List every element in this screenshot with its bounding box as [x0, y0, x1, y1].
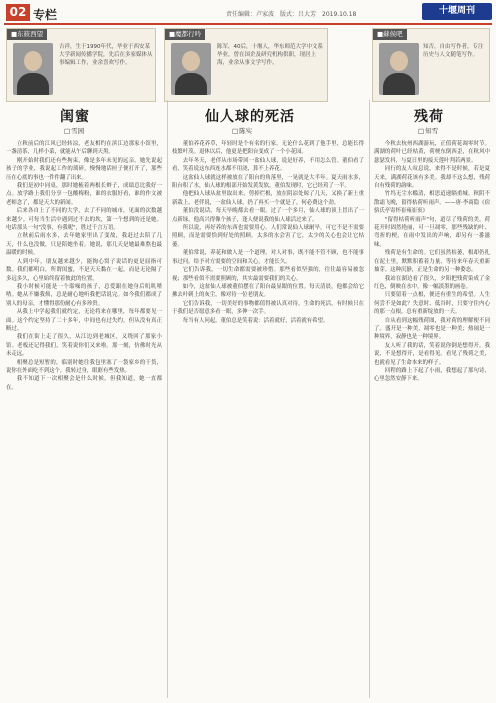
paragraph: 这盆仙人球就这样被放在了阳台的角落里，一晃就是大半年。夏天雨水多，阳台积了水，仙人球的根部开始发黄发软。董伯发现时，它已经蔫了一半。: [172, 174, 364, 190]
paragraph: 人到中年，朋友越来越少，能掏心窝子说话的更是屈指可数。我们都明白，所谓闺蜜，不是天天黏在一起，而是无论隔了多远多久，心里始终留着彼此的位置。: [6, 258, 162, 282]
article-title-2: 仙人球的死活: [205, 109, 295, 125]
article-byline-2: □ 陈实: [232, 126, 252, 135]
paragraph: 自从看到这幅残荷图，我对荷的理解便不同了。盛开是一种美，凋零也是一种美；热闹是一种境界，寂静也是一种境界。: [374, 317, 490, 341]
paragraph: 我们在街上走了很久，从江边到老城区，又绕回了那家小馆。老板还记得我们，笑着说你们又来啦。那一刻，仿佛时光从未走远。: [6, 334, 162, 358]
paragraph: 所以说，再好养的东西也需要用心。人们常说仙人球耐旱，可它不是不需要照顾，而是需要恰到好处的照顾。太多的水会害了它，太少的关心也会让它枯萎。: [172, 225, 364, 248]
paragraph: 立秋前后雨水多，去年她家里出了变故，我赶过去陪了几天，什么也没做，只是陪她坐着。她说，那几天是她最难熬也最温暖的时候。: [6, 233, 162, 257]
author-bio: 吉祥，生于1990年代，毕业于西安某大学新闻传播学院，先后在多家媒体从事编辑工作，业余喜欢写作。: [59, 44, 153, 66]
article-title-3: 残荷: [414, 109, 444, 125]
paragraph: 如今，这盆仙人球被董伯摆在了阳台最显眼的位置。每天清晨，他都会给它拂去叶刺上的灰尘，像对待一位老朋友。: [172, 283, 364, 299]
paragraph: 我们是初中同桌，那时她梳着两根长辫子，成绩总比我好一点。放学路上我们分享一包酸梅粉，谁的衣服好看，谁的作文被老师念了，都是天大的新闻。: [6, 183, 162, 206]
paragraph: 他把仙人球从盆里取出来，剪掉烂根，放在阴凉处晾了几天，又换了新土重新栽上。老伴说，一盆仙人球，扔了再买一个就是了，何必费这个劲。: [172, 191, 364, 206]
paragraph: 只要留着一点根，便还有重生的希望。人生何尝不是如此？失意时、低谷时，只要守住内心的那一点根，总有重新绽放的一天。: [374, 292, 490, 316]
author-name: ■魔都行吟: [165, 29, 205, 40]
paragraph: 后来各自上了不同的大学，去了不同的城市，见面的次数越来越少。可每当生活中遇到过不去的坎，第一个想到的还是她。电话那头一句"没事，有我呢"，胜过千言万语。: [6, 208, 162, 232]
article-body-3: [374, 140, 490, 696]
column-divider: [167, 100, 168, 698]
paragraph: 它们告诉我，一切美好的事物都值得被认真对待。生命的死活，有时候只在于我们是否愿意多看一眼，多伸一次手。: [172, 300, 364, 316]
paragraph: 董伯常说，养花和做人是一个道理。对人对事，既不能不管不顾，也不能事事过问。给予对方需要的空间和关心，才能长久。: [172, 250, 364, 265]
paragraph: 从我上中学起我们就约定，无论将来在哪里，每年都要见一面。这个约定坚持了二十多年，中间也有过失约，但从没有真正断过。: [6, 309, 162, 332]
header-rule: [4, 23, 492, 25]
paragraph: 同行的友人叹息说，来得不是时候，若是夏天来，满湖荷花该有多美。我却不这么想，残荷自有残荷的韵味。: [374, 166, 490, 190]
paragraph: 相聚总是短暂的，临别时她往我包里塞了一袋家乡的干货，说你在外面吃不到这个。我转过身，眼眶有些发热。: [6, 359, 162, 374]
paragraph: 残荷是有生命的。它们虽然枯萎，根却仍扎在泥土里，默默积蓄着力量，等待来年春天重新抽芽。这种沉静，正是生命的另一种姿态。: [374, 250, 490, 274]
author-box-2: [164, 28, 328, 102]
article-byline-3: □ 知雪: [418, 126, 438, 135]
paragraph: 立秋前后的江风已经转凉，老友相约在滨江边那家小馆里，一盏清茶，几样小菜，就能从午后聊到天黑。: [6, 141, 162, 156]
author-photo: [13, 43, 53, 95]
article-byline-1: □ 雪园: [64, 126, 84, 135]
column-divider: [369, 100, 370, 698]
author-name: ■蘇侯吧: [373, 29, 407, 40]
paragraph: 每当有人问起，董伯总是笑着说：活着就好，活着就有希望。: [182, 317, 329, 324]
paragraph: 去年冬天，老伴从市场带回一盆仙人球，说是好养，不用怎么管。董伯看了看，笑着说这东西连水都不用浇，算不上养花。: [172, 157, 364, 173]
paragraph: 我站在湖边看了很久，夕阳把残荷染成了金红色，倒映在水中，像一幅淡墨的画卷。: [374, 275, 490, 290]
editor-meta: 责任编辑：卢家波 版式：吕大芳 2019.10.18: [226, 11, 357, 18]
article-body-1: [6, 140, 162, 696]
paragraph: 友人听了我的话，笑着说你倒是想得开。我说，不是想得开，是看得见。看见了残荷之美，也就看见了生命本来的样子。: [374, 342, 490, 366]
paragraph: 刚开始时我们还有些拘束，像是多年未见的远亲。她先说起孩子的学业，我说起工作的琐碎，慢慢地话匣子便打开了，那些压在心底的事也一件件翻了出来。: [6, 157, 162, 181]
paragraph: 它们告诉我，一切生命都需要被珍惜。那些看似坚强的，往往最容易被忽视；那些看似不需要照顾的，其实最需要我们的关心。: [172, 267, 364, 282]
author-photo: [171, 43, 211, 95]
paragraph: 我不知道下一次相聚会是什么时候，但我知道，她一直都在。: [6, 376, 162, 391]
paragraph: 竹坞无尘水槛清，相思迢递隔重城。秋阴不散霜飞晚，留得枯荷听雨声。——唐·李商隐《宿骆氏亭寄怀崔雍崔衮》: [374, 191, 490, 215]
page-number: 02: [6, 4, 30, 21]
paragraph: 董伯没说话，每天早晚都去看一眼。过了一个多月，仙人球的顶上冒出了一点新绿，他高兴得像个孩子，逢人便说我的仙人球活过来了。: [172, 208, 364, 223]
newspaper-brand: 十堰周刊: [422, 3, 492, 20]
author-bio: 陈军，40后，十堰人，华东师范大学中文系毕业，曾在国企及研究机构供职，现居上海，业余从事文学写作。: [217, 44, 323, 66]
author-box-3: [372, 28, 490, 102]
page-header: [0, 0, 496, 24]
paragraph: 今秋去杭州西湖游玩，正值荷花凋零时节。满湖的荷叶已经枯黄，荷梗东倒西歪，在秋风中瑟瑟发抖，与夏日里的接天莲叶判若两景。: [374, 141, 490, 164]
article-body-2: [172, 140, 364, 696]
paragraph: 我小时候可能是一个聒噪的孩子，总爱跟在她身后叽叽喳喳。她从不嫌我烦，总是耐心地听我把话说完。如今我们都成了别人的母亲，才懂得那份耐心有多珍贵。: [6, 283, 162, 307]
author-box-1: [6, 28, 156, 102]
paragraph: "留得枯荷听雨声"句，道尽了残荷的美。荷花开时固然艳丽，可一旦凋零，那些残缺的叶、弯折的梗，在雨中发出的声响，却另有一番滋味。: [374, 216, 490, 248]
author-bio: 知否，自由写作者，专注历史与人文随笔写作。: [423, 44, 484, 58]
author-name: ■东筱西望: [7, 29, 47, 40]
column-name: 专栏: [33, 8, 58, 22]
article-title-1: 闺蜜: [60, 109, 90, 125]
paragraph: 董伯养花养草，年轻时是个有名的行家。无论什么花到了他手里，总能长得枝繁叶茂。退休以后，他更是把阳台变成了一个小花园。: [172, 141, 364, 156]
author-photo: [379, 43, 419, 95]
paragraph: 回程的路上下起了小雨，我想起了那句诗，心里忽然安静下来。: [374, 367, 490, 383]
